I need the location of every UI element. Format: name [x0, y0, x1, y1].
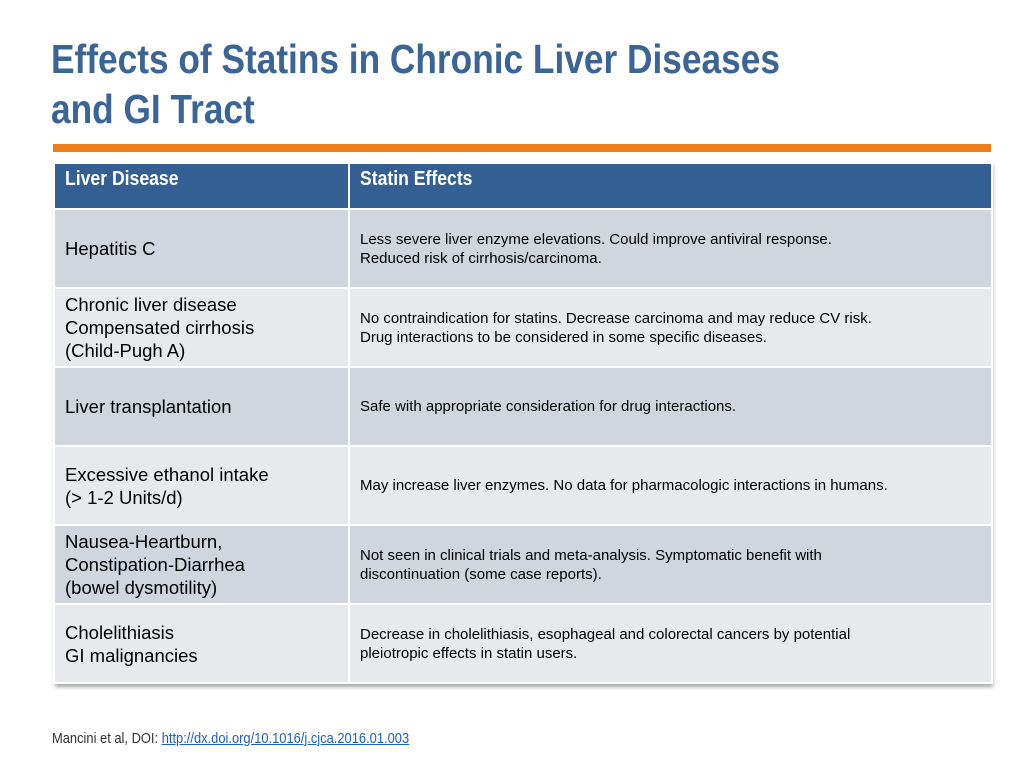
statin-effects-table [53, 162, 991, 684]
cell-liver-disease [54, 446, 349, 525]
table-row [54, 288, 992, 367]
statin-effect-text: pleiotropic effects in statin users. [360, 644, 578, 662]
cell-liver-disease [54, 604, 349, 683]
cell-statin-effect [349, 209, 992, 288]
statin-effect-text: Reduced risk of cirrhosis/carcinoma. [360, 249, 602, 267]
liver-disease-text: (Child-Pugh A) [65, 340, 186, 361]
cell-liver-disease [54, 367, 349, 446]
liver-disease-text: Liver transplantation [65, 396, 232, 417]
liver-disease-text: GI malignancies [65, 644, 198, 666]
table-row [54, 525, 992, 604]
title-divider [53, 144, 991, 152]
liver-disease-text: (bowel dysmotility) [65, 577, 218, 598]
cell-statin-effect [349, 367, 992, 446]
column-header-liver-disease: Liver Disease [54, 163, 349, 209]
slide-title [51, 34, 780, 134]
liver-disease-text: Compensated cirrhosis [65, 317, 255, 338]
liver-disease-text: (> 1-2 Units/d) [65, 486, 183, 508]
cell-liver-disease [54, 209, 349, 288]
liver-disease-text: Cholelithiasis [65, 621, 174, 643]
statin-effect-text: Safe with appropriate consideration for drug interactions. [360, 398, 737, 415]
statin-effect-text: Not seen in clinical trials and meta-analysis. Symptomatic benefit with [360, 546, 822, 564]
source-prefix: Mancini et al, DOI: [52, 730, 162, 747]
liver-disease-text: Constipation-Diarrhea [65, 554, 245, 575]
table-row [54, 209, 992, 288]
statin-effect-text: May increase liver enzymes. No data for pharmacologic interactions in humans. [360, 477, 888, 494]
liver-disease-text: Excessive ethanol intake [65, 463, 269, 485]
cell-statin-effect [349, 288, 992, 367]
cell-liver-disease [54, 288, 349, 367]
liver-disease-text: Nausea-Heartburn, [65, 531, 223, 552]
doi-link[interactable]: http://dx.doi.org/10.1016/j.cjca.2016.01.003 [161, 730, 410, 747]
table-row [54, 446, 992, 525]
cell-liver-disease [54, 525, 349, 604]
table-row [54, 604, 992, 683]
source-citation [52, 730, 409, 747]
liver-disease-text: Hepatitis C [65, 238, 156, 259]
table-row [54, 367, 992, 446]
cell-statin-effect [349, 525, 992, 604]
statin-effect-text: No contraindication for statins. Decrease carcinoma and may reduce CV risk. [360, 309, 872, 327]
statin-effect-text: Drug interactions to be considered in some specific diseases. [360, 328, 767, 346]
statin-effect-text: Decrease in cholelithiasis, esophageal and colorectal cancers by potential [360, 625, 851, 643]
table-body [54, 209, 992, 683]
slide-title-line-2: and GI Tract [51, 86, 255, 132]
column-header-statin-effects: Statin Effects [349, 163, 992, 209]
liver-disease-text: Chronic liver disease [65, 294, 237, 315]
cell-statin-effect [349, 446, 992, 525]
statin-effect-text: Less severe liver enzyme elevations. Could improve antiviral response. [360, 230, 832, 248]
slide-title-line-1: Effects of Statins in Chronic Liver Diseases [51, 36, 780, 82]
cell-statin-effect [349, 604, 992, 683]
statin-effect-text: discontinuation (some case reports). [360, 565, 602, 583]
table-header-row [54, 163, 992, 209]
